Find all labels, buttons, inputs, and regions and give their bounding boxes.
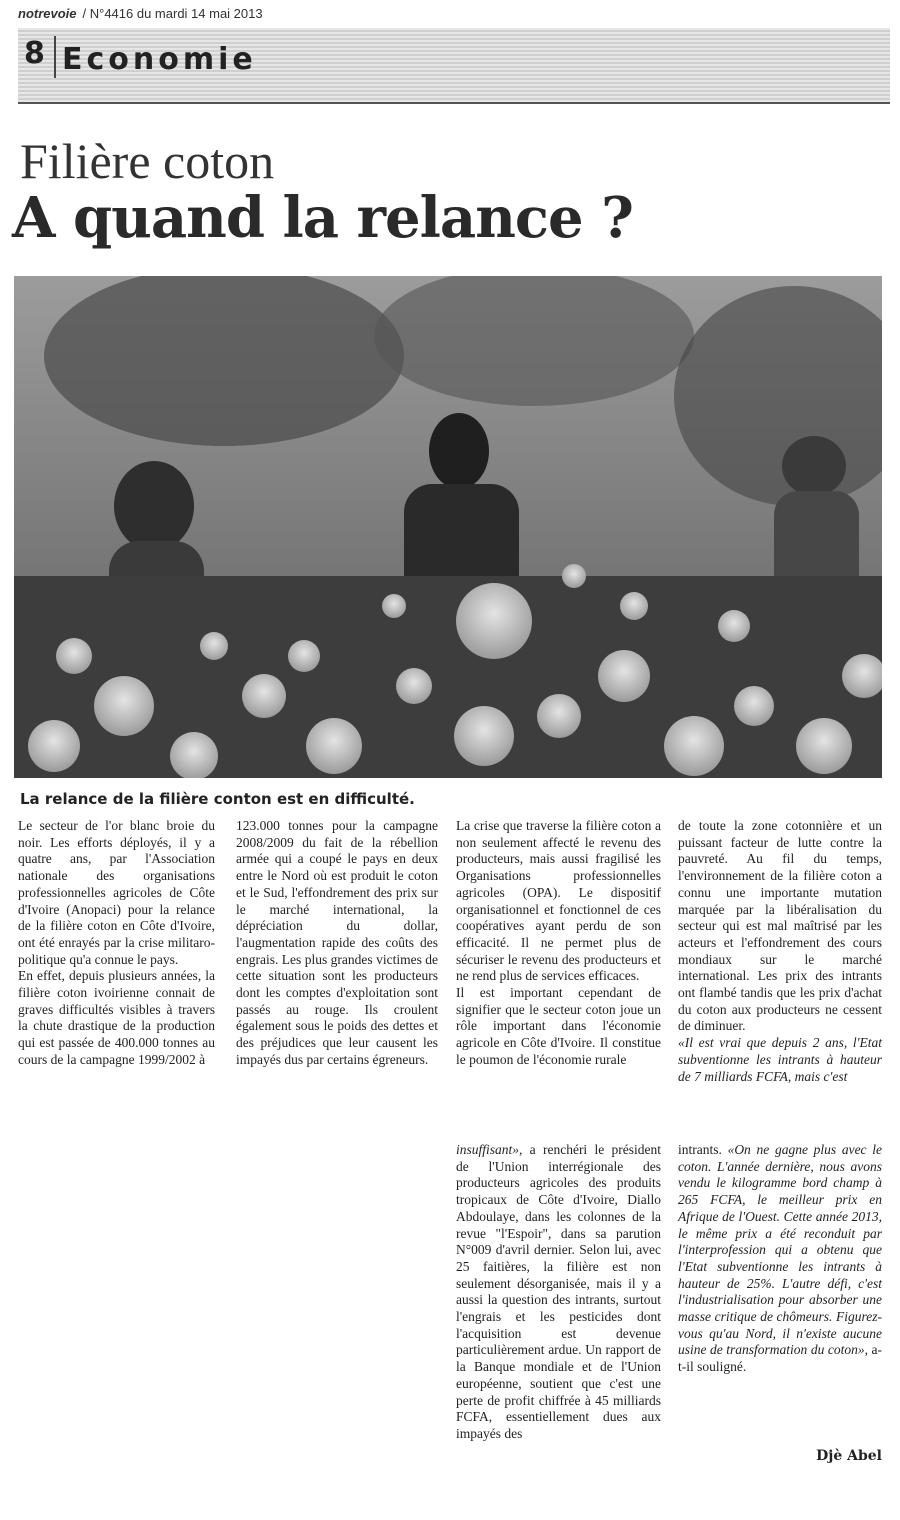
page-number: 8: [24, 36, 45, 71]
paragraph-start: intrants.: [678, 1142, 728, 1157]
section-name: Economie: [62, 42, 257, 77]
article-headline: A quand la relance ?: [12, 185, 633, 251]
paragraph: En effet, depuis plusieurs années, la filière coton ivoirienne connait de graves difficultés visibles à travers la chute drastique de la production qui est passée de 400.000 tonnes au cours de la campagne 1999/2002 à: [18, 968, 215, 1067]
paragraph: Il est important cependant de signifier que le secteur coton joue un rôle important dans l'économie agricole en Côte d'Ivoire. Il constitue le poumon de l'économie rurale: [456, 985, 661, 1067]
quote-fragment: «On ne gagne plus avec le coton. L'année dernière, nous avons vendu le kilogramme bord champ à 265 FCFA, le meilleur prix en Afrique de l'Ouest. Cette année 2013, le même prix a été reconduit par l'interprofession qui a obtenu que l'Etat subventionne les intrants à hauteur de 25%. L'autre défi, c'est l'industrialisation pour absorber une masse critique de chômeurs. Figurez-vous qu'au Nord, il n'existe aucune usine de transformation du coton»: [678, 1142, 882, 1358]
article-column-3-continued: [456, 1142, 661, 1443]
paragraph: Le secteur de l'or blanc broie du noir. Les efforts déployés, il y a quatre ans, par l'Association nationale des organisations professionnelles agricoles de Côte d'Ivoire (Anopaci) pour la relance de la filière coton en Côte d'Ivoire, ont été enrayés par la crise militaro-politique qu'a connue le pays.: [18, 818, 215, 967]
section-divider: [54, 36, 56, 78]
article-kicker: Filière coton: [20, 133, 275, 189]
quote-fragment: insuffisant»: [456, 1142, 520, 1157]
article-column-3: [456, 818, 661, 1069]
photo-caption: La relance de la filière conton est en difficulté.: [20, 790, 415, 808]
section-header-bar: [18, 28, 890, 104]
paragraph-end: , a-t-il souligné.: [678, 1342, 882, 1375]
paragraph: La crise que traverse la filière coton a non seulement affecté le revenu des producteurs, mais aussi fragilisé les Organisations professionnelles agricoles (OPA). Le dispositif organisationnel et fonctionnel de ces coopératives ayant perdu de son efficacité. Il ne permet plus de sécuriser le revenu des producteurs et ne rend plus de services efficaces.: [456, 818, 661, 984]
article-column-2: [236, 818, 438, 1069]
article-column-1: [18, 818, 215, 1069]
paragraph: de toute la zone cotonnière et un puissant facteur de lutte contre la pauvreté. Au fil du temps, l'environnement de la filière coton a connu une importante mutation marquée par la libéralisation du secteur qui est mal maîtrisé par les acteurs et l'effondrement des cours mondiaux sur le marché international. Les prix des intrants ont flambé tandis que les prix d'achat du coton aux producteurs ne cessent de diminuer.: [678, 818, 882, 1034]
paragraph: [678, 1142, 882, 1376]
masthead: [18, 4, 900, 22]
paragraph: [456, 1142, 661, 1443]
cotton-field-photo: [14, 276, 882, 778]
quote-paragraph: «Il est vrai que depuis 2 ans, l'Etat subventionne les intrants à hauteur de 7 milliards FCFA, mais c'est: [678, 1035, 882, 1084]
masthead-issue: / N°4416 du mardi 14 mai 2013: [82, 5, 263, 21]
paragraph-text: , a renchéri le président de l'Union interrégionale des producteurs agricoles des produits tropicaux de Côte d'Ivoire, Diallo Abdoulaye, dans les colonnes de la revue "l'Espoir", dans sa parution N°009 d'avril dernier. Selon lui, avec 25 faitières, la filière est non seulement désorganisée, mais il y a aussi la question des intrants, surtout l'engrais et les pesticides dont l'acquisition est devenue particulièrement ardue. Un rapport de la Banque mondiale et de l'Union européenne, soutient que c'est une perte de profit chiffrée à 45 milliards FCFA, essentiellement dues aux impayés des: [456, 1142, 661, 1441]
author-signature: Djè Abel: [816, 1448, 882, 1464]
paragraph: 123.000 tonnes pour la campagne 2008/2009 du fait de la rébellion armée qui a coupé le pays en deux entre le Nord où est produit le coton et le Sud, l'effondrement des prix sur le marché international, la dépréciation du dollar, l'augmentation rapide des coûts des engrais. Les plus grandes victimes de cette situation sont les producteurs dont les comptes d'exploitation sont passés au rouge. Ils croulent également sous le poids des dettes et des préjudices que leur causent les impayés dus par certains égreneurs.: [236, 818, 438, 1067]
masthead-brand: notrevoie: [18, 5, 77, 21]
article-column-4: [678, 818, 882, 1085]
article-column-4-continued: [678, 1142, 882, 1376]
